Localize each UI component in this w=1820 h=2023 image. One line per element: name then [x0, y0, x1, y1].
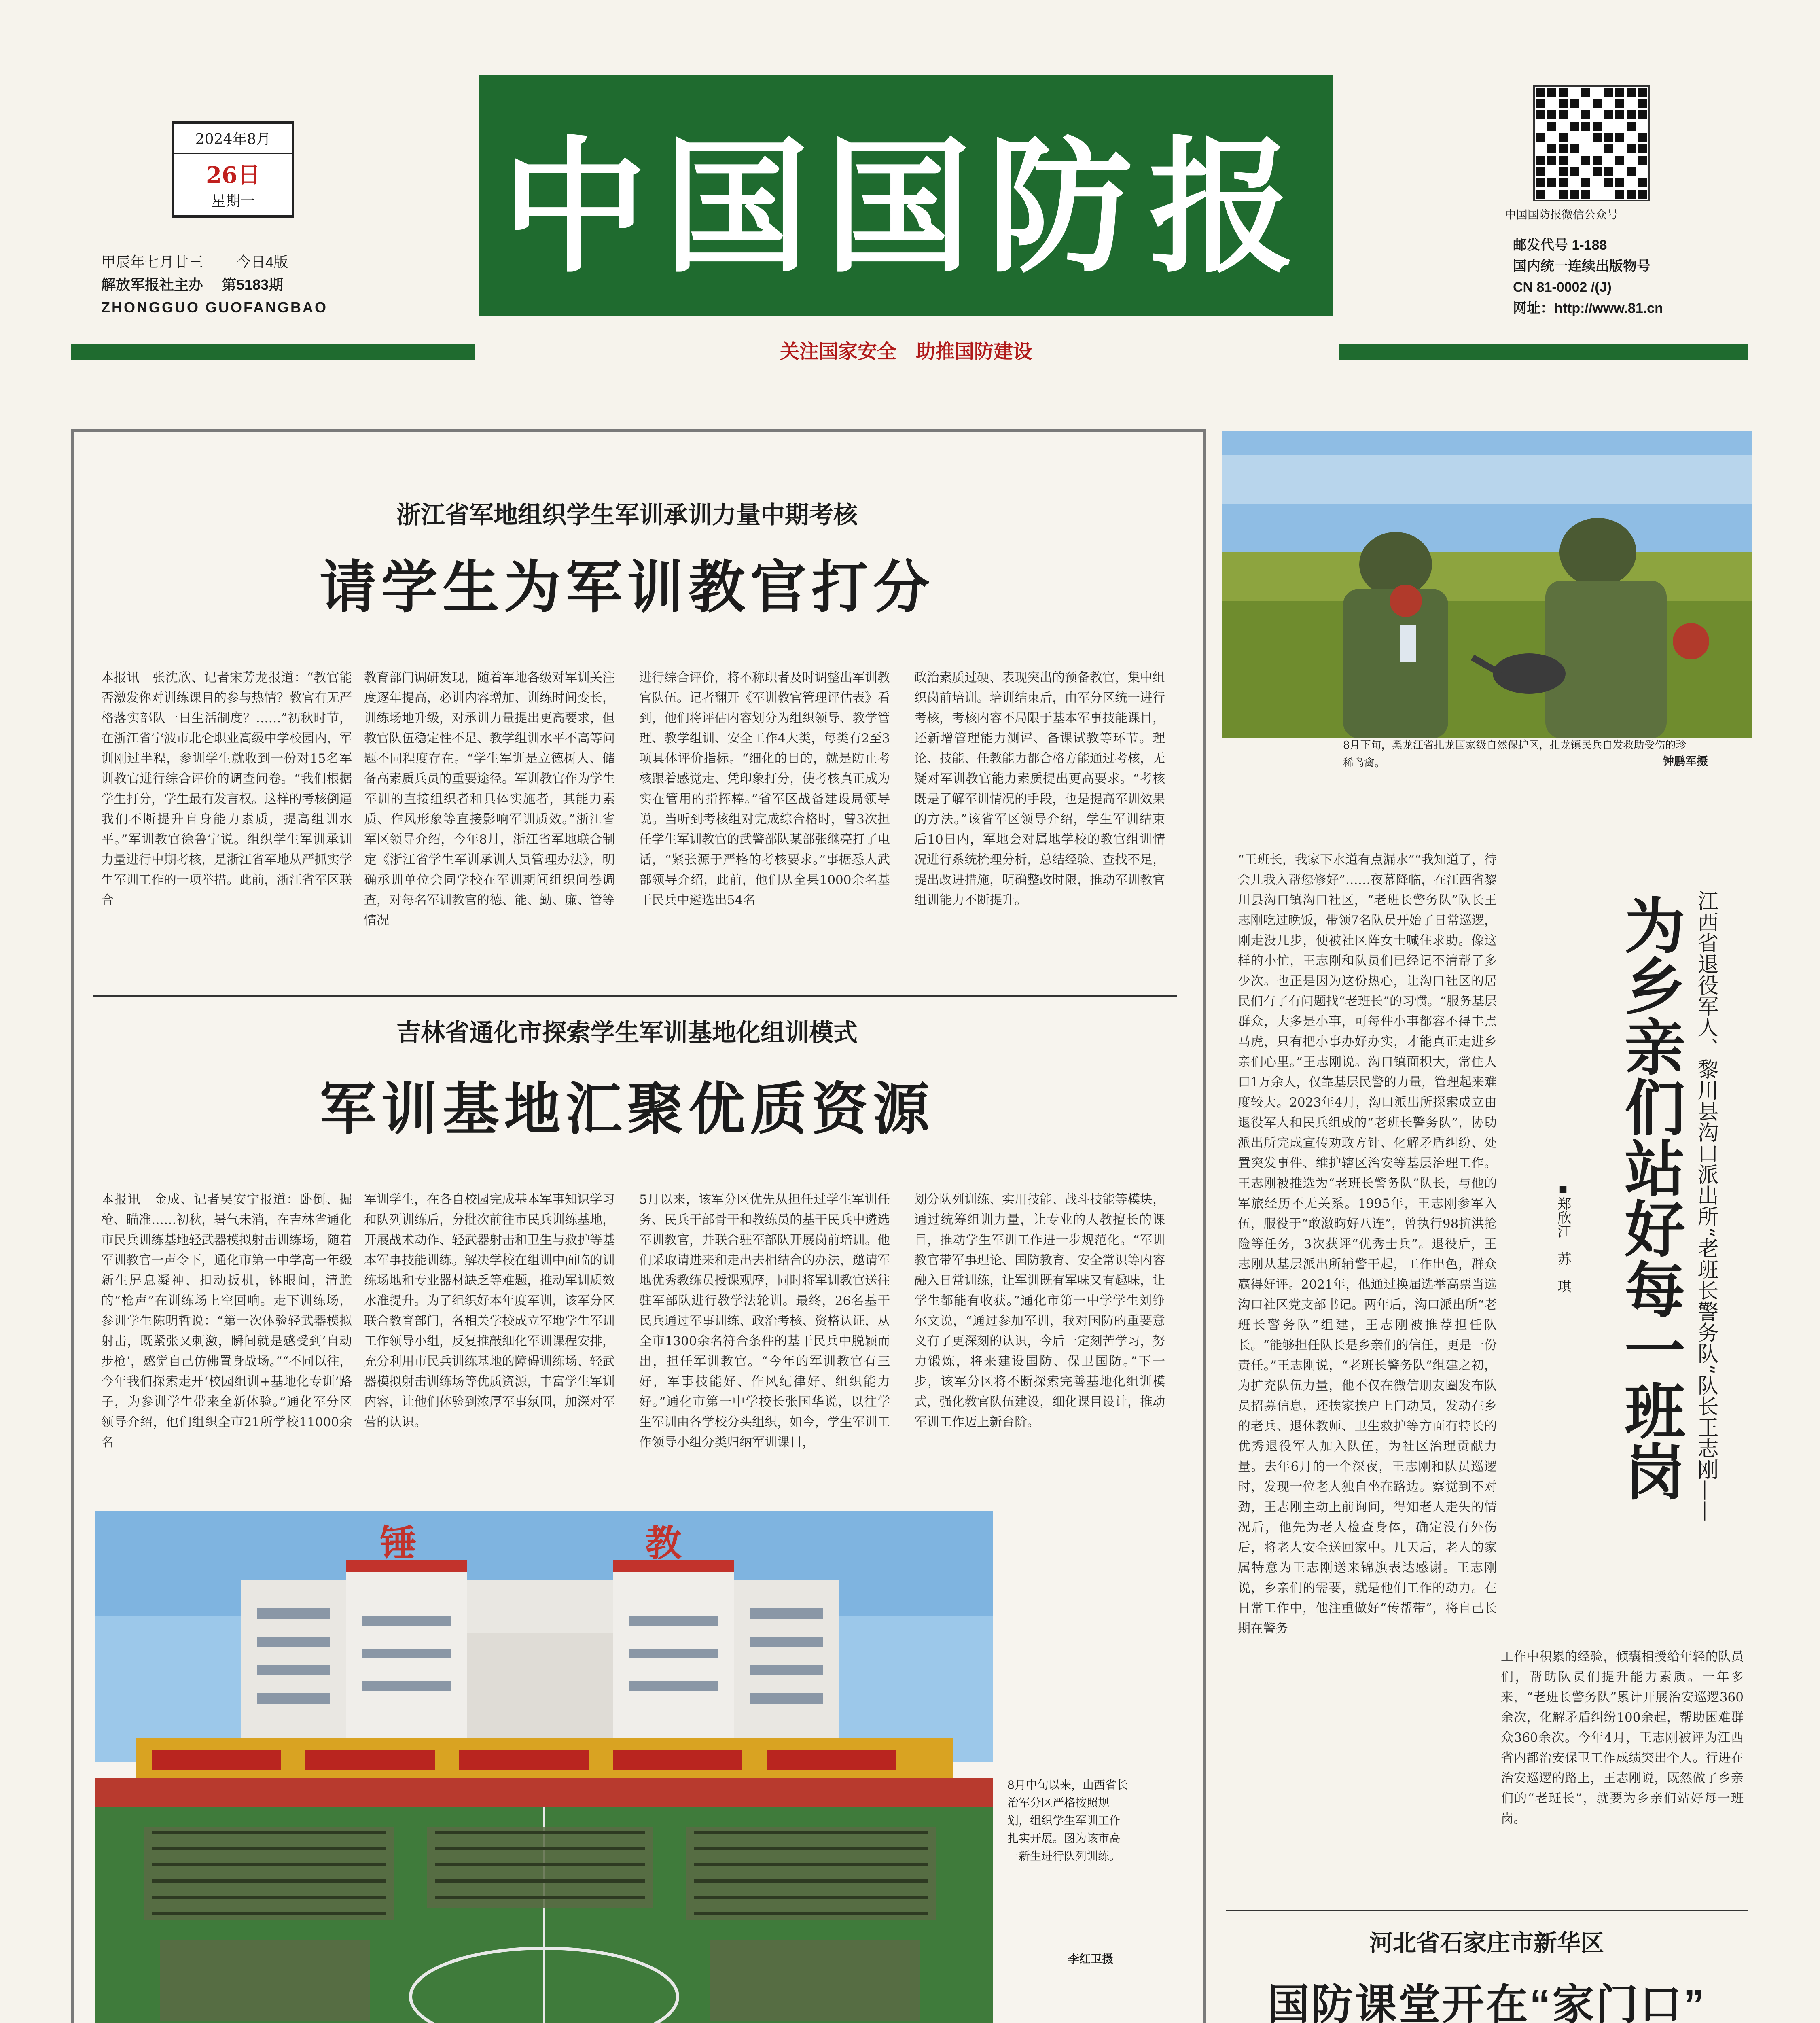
article1-col-1: 本报讯 张沈欣、记者宋芳龙报道：“教官能否激发你对训练课目的参与热情？教官有无严格落实部队一日生活制度？……”初秋时节，在浙江省宁波市北仑职业高级中学校园内，军训刚过半程，参训学生就收到一份对15名军训教官进行综合评价的调查问卷。“我们根据学生打分，学生最有发言权。这样的考核倒逼我们不断提升自身能力素质，提高组训水平。”军训教官徐鲁宁说。组织学生军训承训力量进行中期考核，是浙江省军地从严抓实学生军训工作的一项举措。此前，浙江省军区联合	[101, 670, 352, 908]
article2-kicker: 吉林省通化市探索学生军训基地化组训模式	[396, 1019, 858, 1047]
article4-col-1: “王班长，我家下水道有点漏水”“我知道了，待会儿我入帮您修好”……夜幕降临，在江西省黎川县沟口镇沟口社区，“老班长警务队”队长王志刚吃过晚饭，带领7名队员开始了日常巡逻，刚走没几步，便被社区阵女士喊住求助。像这样的小忙，王志刚和队员们已经记不清帮了多少次。也正是因为这份热心，让沟口社区的居民们有了有问题找“老班长”的习惯。“服务基层群众，大多是小事，可每件小事都容不得丰点马虎，只有把小事办好办实，才能真正走进乡亲们心里。”王志刚说。沟口镇面积大，常住人口1万余人，仅靠基层民警的力量，管理起来难度较大。2023年4月，沟口派出所探索成立由退役军人和民兵组成的“老班长警务队”，协助派出所完成宣传劝政方针、化解矛盾纠纷、处置突发事件、维护辖区治安等基层治理工作。王志刚被推选为“老班长警务队”队长，与他的军旅经历不无关系。1995年，王志刚参军入伍，服役于“敢激昀好八连”，曾执行98抗洪抢险等任务，3次获评“优秀士兵”。退役后，王志刚从基层派出所辅警干起，工作出色，群众赢得好评。2021年，他通过换届选举高票当选沟口社区党支部书记。两年后，沟口派出所“老班长警务队”组建，王志刚被推荐担任队长。“能够担任队长是乡亲们的信任，更是一份责任。”王志刚说，“老班长警务队”组建之初，为扩充队伍力量，他不仅在微信朋友圈发布队员招募信息，还挨家挨户上门动员，发动在乡的老兵、退休教师、卫生救护等方面有特长的优秀退役军人加入队伍，为社区治理贡献力量。去年6月的一个深夜，王志刚和队员巡逻时，发现一位老人独自坐在路边。察觉到不对劲，王志刚主动上前询问，得知老人走失的情况后，他先为老人检查身体，确定没有外伤后，将老人安全送回家中。几天后，老人的家属特意为王志刚送来锦旗表达感谢。王志刚说，乡亲们的需要，就是他们工作的动力。在日常工作中，他注重做好“传帮带”，将自己长期在警务	[1238, 852, 1497, 1636]
website: 网址：http://www.81.cn	[1513, 301, 1663, 316]
crane-rescue-illustration	[1222, 431, 1752, 738]
article4-vertical-headline: 为乡亲们站好每一班岗	[1616, 894, 1684, 1501]
training-ground-illustration	[95, 1511, 993, 2023]
publication-label: 国内统一连续出版物号	[1513, 259, 1651, 274]
masthead-right-meta	[1513, 235, 1739, 319]
article4-vertical-subhead: 江西省退役军人、黎川县沟口派出所“老班长警务队”队长王志刚——	[1694, 890, 1718, 1522]
masthead-meta	[101, 251, 445, 319]
publisher: 解放军报社主办	[101, 276, 203, 293]
masthead-pinyin: ZHONGGUO GUOFANGBAO	[101, 299, 328, 316]
article5-kicker: 河北省石家庄市新华区	[1369, 1929, 1604, 1957]
article1-col-4: 政治素质过硬、表现突出的预备教官，集中组织岗前培训。培训结束后，由军分区统一进行考核，考核内容不局限于基本军事技能课目，还新增管理能力测评、备课试教等环节。理论、技能、任教能力都合格方能通过考核，无疑对军训教官能力素质提出更高要求。“考核既是了解军训情况的手段，也是提高军训效果的方法。”该省军区领导介绍，学生军训结束后10日内，军地会对属地学校的教官组训情况进行系统梳理分析，总结经验、查找不足，提出改进措施，明确整改时限，推动军训教官组训能力不断提升。	[914, 670, 1165, 908]
slogan: 关注国家安全 助推国防建设	[780, 341, 1032, 363]
article2-headline: 军训基地汇聚优质资源	[319, 1077, 934, 1141]
photo2-credit: 钟鹏军摄	[1663, 755, 1708, 768]
photo-training-ground	[95, 1511, 993, 2023]
date-day: 26日	[206, 162, 260, 189]
article1-kicker: 浙江省军地组织学生军训承训力量中期考核	[396, 501, 858, 529]
article5-headline: 国防课堂开在“家门口”	[1267, 1981, 1706, 2023]
date-weekday: 星期一	[211, 193, 255, 210]
article4-byline: ■郑欣江 苏 琪	[1555, 1181, 1571, 1293]
cn-number: CN 81-0002 /(J)	[1513, 280, 1612, 295]
article1-headline: 请学生为军训教官打分	[319, 556, 934, 619]
article1-col-3: 进行综合评价，将不称职者及时调整出军训教官队伍。记者翻开《军训教官管理评估表》看到，他们将评估内容划分为组织领导、教学管理、教学组训、安全工作4大类，每类有2至3项具体评价指标。“细化的目的，就是防止考核跟着感觉走、凭印象打分，使考核真正成为实在管用的指挥棒。”省军区战备建设局领导说。当听到考核组对完成综合格时，曾3次担任学生军训教官的武警部队某部张继亮打了电话，“紧张源于严格的考核要求。”事据悉人武部领导介绍，此前，他们从全县1000余名基干民兵中遴选出54名	[639, 670, 890, 908]
building-sign-left: 锤	[380, 1522, 417, 1565]
divider	[1226, 1910, 1748, 1911]
newspaper-logo: 中国国防报	[479, 75, 1333, 316]
photo-crane-rescue	[1222, 431, 1752, 738]
building-sign-right: 教	[645, 1522, 682, 1565]
article2-col-2: 军训学生，在各自校园完成基本军事知识学习和队列训练后，分批次前往市民兵训练基地，开展战术动作、轻武器射击和卫生与救护等基本军事技能训练。解决学校在组训中面临的训练场地和专业器材缺乏等难题，推动军训质效水准提升。为了组织好本年度军训，该军分区联合教育部门，各相关学校成立军地学生军训工作领导小组，反复推敲细化军训课程安排，充分利用市民兵训练基地的障碍训练场、轻武器模拟射击训练场等优质资源，丰富学生军训内容，让他们体验到浓厚军事氛围，加深对军营的认识。	[364, 1192, 615, 1429]
divider	[93, 995, 1177, 997]
article2-col-1: 本报讯 金成、记者吴安宁报道：卧倒、掘枪、瞄准……初秋，暑气未消，在吉林省通化市民兵训练基地轻武器模拟射击训练场，随着军训教官一声令下，通化市第一中学高一年级新生屏息凝神、扣动扳机，钵眼间，清脆的“枪声”在训练场上空回响。走下训练场，参训学生陈明哲说：“第一次体验轻武器模拟射击，既紧张又刺激，瞬间就是感受到‘自动步枪’，感觉自己仿佛置身战场。”“不同以往，今年我们探索走开‘校园组训+基地化专训’路子，为参训学生带来全新体验。”通化军分区领导介绍，他们组织全市21所学校11000余名	[101, 1192, 352, 1450]
photo2-caption: 8月下旬，黑龙江省扎龙国家级自然保护区，扎龙镇民兵自发救助受伤的珍稀鸟禽。	[1343, 739, 1687, 769]
article1-col-2: 教育部门调研发现，随着军地各级对军训关注度逐年提高，必训内容增加、训练时间变长，训练场地升级，对承训力量提出更高要求，但教官队伍稳定性不足、教学组训水平不高等问题不同程度存在。“学生军训是立德树人、储备高素质兵员的重要途径。军训教官作为学生军训的直接组织者和具体实施者，其能力素质、作风形象等直接影响军训质效。”浙江省军区领导介绍，今年8月，浙江省军地联合制定《浙江省学生军训承训人员管理办法》，明确承训单位会同学校在军训期间组织问卷调查，对每名军训教官的德、能、勤、廉、管等情况	[364, 670, 615, 928]
article4-col-2: 工作中积累的经验，倾囊相授给年轻的队员们，帮助队员们提升能力素质。一年多来，“老班长警务队”累计开展治安巡逻360余次，化解矛盾纠纷100余起，帮助困难群众360余次。今年4月，王志刚被评为江西省内都治安保卫工作成绩突出个人。行进在治安巡逻的路上，王志刚说，既然做了乡亲们的“老班长”，就要为乡亲们站好每一班岗。	[1501, 1650, 1744, 1826]
photo1-caption: 8月中旬以来，山西省长治军分区严格按照规划，组织学生军训工作扎实开展。图为该市高一新生进行队列训练。	[1007, 1778, 1128, 1863]
wechat-label: 中国国防报微信公众号	[1505, 208, 1619, 221]
edition-count: 今日4版	[236, 254, 288, 270]
date-box	[172, 121, 294, 218]
issue-number: 第5183期	[222, 276, 284, 293]
lunar-date: 甲辰年七月廿三	[101, 254, 203, 270]
photo1-credit: 李红卫摄	[1068, 1952, 1114, 1966]
masthead-bar-left	[71, 344, 475, 360]
postal-code: 邮发代号 1-188	[1513, 238, 1607, 253]
qr-code-icon	[1533, 85, 1650, 201]
date-year-month: 2024年8月	[174, 124, 292, 154]
article2-col-3: 5月以来，该军分区优先从担任过学生军训任务、民兵干部骨干和教练员的基干民兵中遴选军训教官，并联合驻军部队开展岗前培训。他们采取请进来和走出去相结合的办法，邀请军地优秀教练员授课观摩，同时将军训教官送往驻军部队进行教学法轮训。最终，26名基干民兵通过军事训练、政治考核、资格认证，从全市1300余名符合条件的基干民兵中脱颖而出，担任军训教官。“今年的军训教官有三好，军事技能好、作风纪律好、组织能力好。”通化市第一中学校长张国华说，以往学生军训由各学校分头组织，如今，学生军训工作领导小组分类归纳军训课目，	[639, 1192, 890, 1450]
article2-col-4: 划分队列训练、实用技能、战斗技能等模块，通过统筹组训力量，让专业的人教擅长的课目，推动学生军训工作进一步规范化。“军训教官带军事理论、国防教育、安全常识等内容融入日常训练，让军训既有军味又有趣味，让学生都能有收获。”通化市第一中学学生刘铮尔文说，“通过参加军训，我对国防的重要意义有了更深刻的认识，今后一定刻苦学习，努力锻炼，将来建设国防、保卫国防。”下一步，该军分区将不断探索完善基地化组训模式，强化教官队伍建设，细化课目设计，推动军训工作迈上新台阶。	[914, 1192, 1165, 1429]
masthead-bar-right	[1339, 344, 1748, 360]
